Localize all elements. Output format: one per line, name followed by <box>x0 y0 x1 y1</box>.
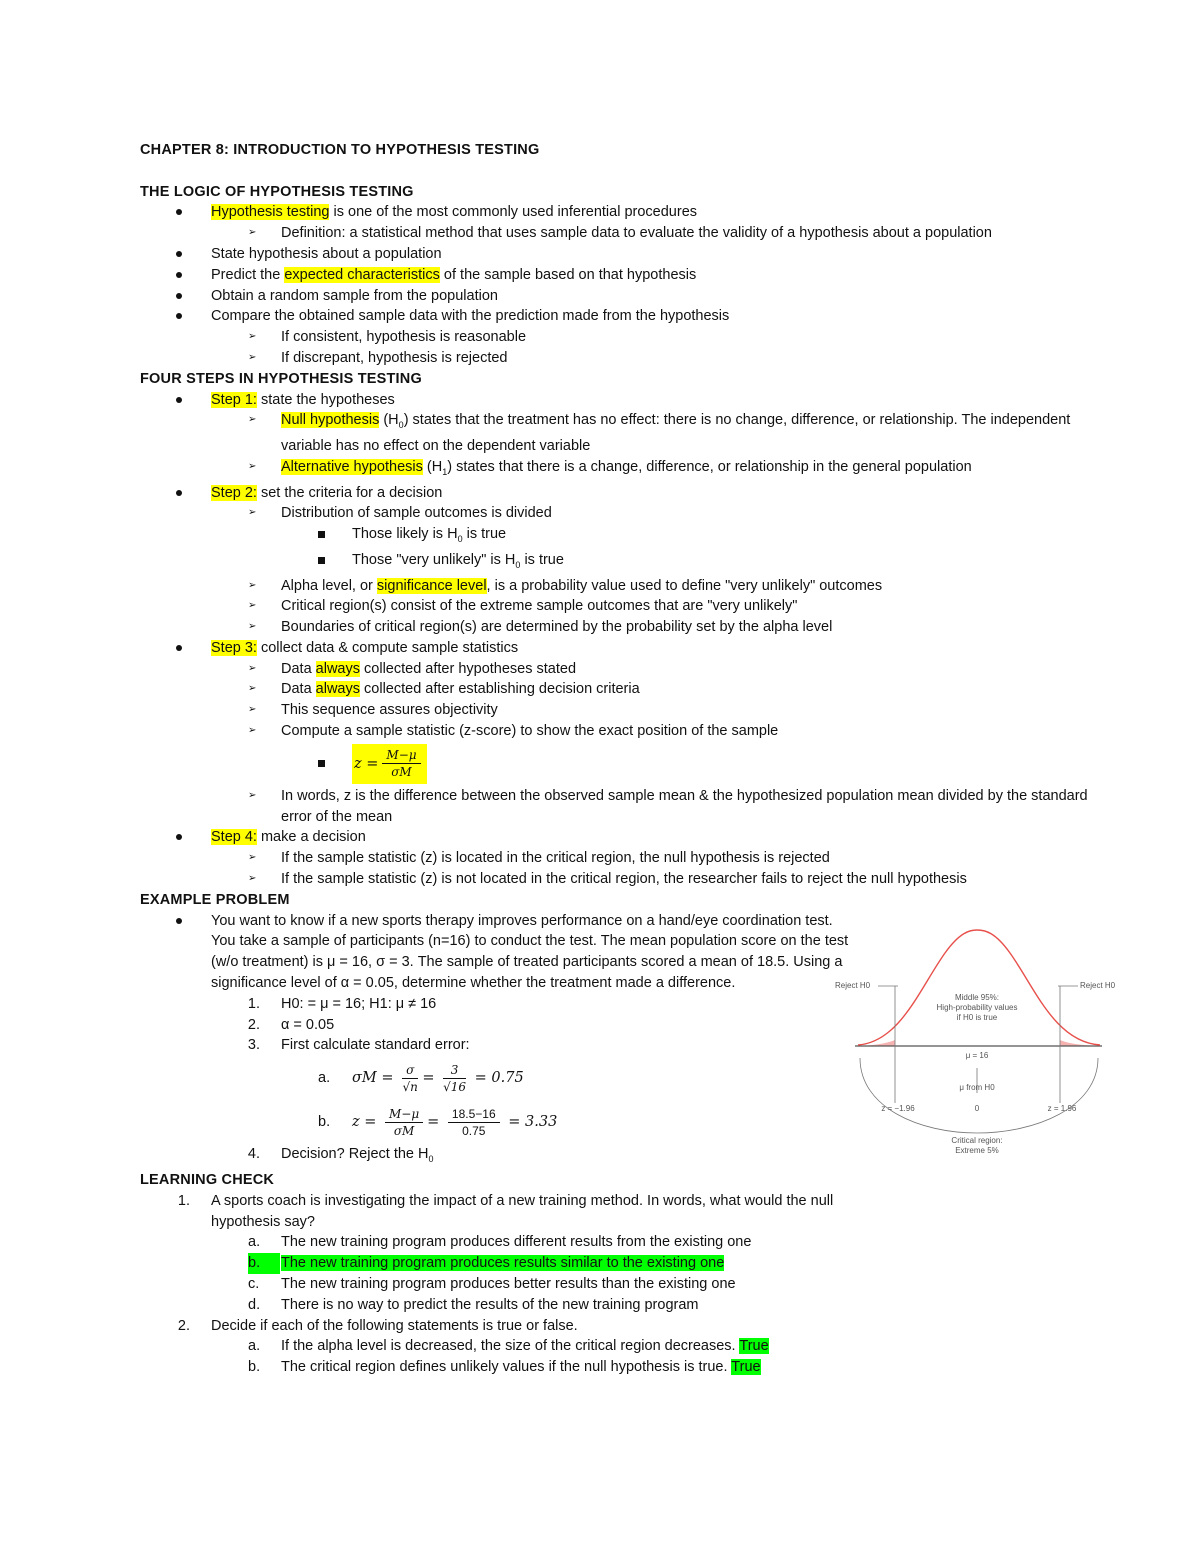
list-item: ➢ Definition: a statistical method that uses sample data to evaluate the validity of a hypothesis about a population <box>140 223 1100 244</box>
z-mid-label: 0 <box>974 1104 980 1113</box>
mu-label: μ = 16 <box>965 1051 989 1060</box>
middle-label-1: Middle 95%: <box>954 993 1000 1002</box>
z-left-label: z = −1.96 <box>881 1104 915 1113</box>
section-heading-steps: FOUR STEPS IN HYPOTHESIS TESTING <box>140 370 422 387</box>
critical-label-2: Extreme 5% <box>955 1146 999 1155</box>
arrow-bullet-icon: ➢ <box>248 600 257 612</box>
bullet-icon <box>176 645 182 651</box>
reject-right-label: Reject H0 <box>1080 981 1116 990</box>
square-bullet-icon <box>318 557 325 564</box>
list-item: ➢ Boundaries of critical region(s) are determined by the probability set by the alpha level <box>140 617 1100 638</box>
bullet-icon <box>176 313 182 319</box>
list-item: ➢ Null hypothesis $(H_0)$ states that the treatment has no effect: there is no change, difference, or relationship. The independent variable has no effect on the dependent variable <box>248 412 1071 455</box>
list-item: 2. α = 0.05 <box>247 1016 335 1033</box>
bullet-icon <box>176 209 182 215</box>
list-item: ➢ Compute a sample statistic (z-score) to show the exact position of the sample <box>140 721 1100 742</box>
arrow-bullet-icon: ➢ <box>248 579 257 591</box>
formula-row: b. z = $\frac{M-\mu}{\sigma M}$ = $\frac{18.5-16}{0.75}$ = 3.33 <box>318 1106 558 1138</box>
list-item: ➢ Alternative hypothesis $(H_1)$ states that there is a change, difference, or relationship in the general population <box>248 458 972 477</box>
arrow-bullet-icon: ➢ <box>248 227 257 239</box>
middle-label-2: High-probability values <box>936 1003 1018 1012</box>
list-item: Step 3: collect data & compute sample statistics <box>140 638 1100 659</box>
page-title: CHAPTER 8: INTRODUCTION TO HYPOTHESIS TESTING <box>140 142 540 158</box>
bullet-icon <box>176 251 182 257</box>
list-item: 1. H0: = μ = 16; H1: μ ≠ 16 <box>247 995 437 1012</box>
arrow-bullet-icon: ➢ <box>248 683 257 695</box>
z-right-label: z = 1.96 <box>1047 1104 1077 1113</box>
middle-label-3: if H0 is true <box>956 1013 998 1022</box>
list-item: Those "very unlikely" is $H_0$ is true <box>140 550 1100 576</box>
arrow-bullet-icon: ➢ <box>248 351 257 363</box>
list-item: Step 2: set the criteria for a decision <box>140 483 1100 504</box>
list-item: Compare the obtained sample data with the prediction made from the hypothesis <box>140 306 1100 327</box>
list-item: 4. Decision? Reject the $H_0$ <box>247 1146 434 1165</box>
left-critical-region <box>860 1040 895 1046</box>
z-score-formula: z = $\frac{M-\mu}{\sigma M}$ = $\frac{18.5-16}{0.75}$ = 3.33 <box>352 1106 558 1138</box>
list-item: ➢ If the sample statistic (z) is located in the critical region, the null hypothesis is rejected <box>140 848 1100 869</box>
square-bullet-icon <box>318 531 325 538</box>
list-item: 1. A sports coach is investigating the impact of a new training method. In words, what would the null hypothesis say? <box>177 1192 834 1230</box>
list-item: ➢ If discrepant, hypothesis is rejected <box>140 348 1100 369</box>
list-item: 2. Decide if each of the following statements is true or false. <box>177 1317 578 1334</box>
square-bullet-icon <box>318 760 325 767</box>
critical-arc <box>860 1058 1098 1133</box>
list-item: d. There is no way to predict the results of the new training program <box>248 1296 699 1313</box>
list-item: ➢ This sequence assures objectivity <box>140 700 1100 721</box>
list-item: ➢ Data always collected after establishing decision criteria <box>140 679 1100 700</box>
arrow-bullet-icon: ➢ <box>248 662 257 674</box>
bullet-icon <box>176 397 182 403</box>
document-page <box>140 140 1100 1378</box>
standard-error-formula: σM = $\frac{\sigma}{√n}$ = $\frac{3}{√16}$ = 0.75 <box>352 1062 524 1094</box>
z-formula: z = $\frac{M-\mu}{\sigma M}$ <box>352 744 427 784</box>
arrow-bullet-icon: ➢ <box>248 460 257 472</box>
section-heading-learning-check: LEARNING CHECK <box>140 1171 275 1188</box>
list-item: ➢ Distribution of sample outcomes is divided <box>140 503 1100 524</box>
mu-from-label: μ from H0 <box>959 1083 995 1092</box>
arrow-bullet-icon: ➢ <box>248 331 257 343</box>
formula-row <box>140 742 1100 786</box>
section-heading-logic: THE LOGIC OF HYPOTHESIS TESTING <box>140 183 414 200</box>
list-item: ➢ In words, z is the difference between the observed sample mean & the hypothesized population mean divided by the standard error of the mean <box>248 787 1088 825</box>
list-item: Step 1: state the hypotheses <box>140 390 1100 411</box>
bullet-icon <box>176 918 182 924</box>
list-item: b. The critical region defines unlikely values if the null hypothesis is true. True <box>248 1359 761 1376</box>
arrow-bullet-icon: ➢ <box>248 414 257 426</box>
arrow-bullet-icon: ➢ <box>248 621 257 633</box>
list-item: ➢ Alpha level, or significance level, is a probability value used to define "very unlikely" outcomes <box>140 576 1100 597</box>
bullet-icon <box>176 272 182 278</box>
section-heading-example: EXAMPLE PROBLEM <box>140 891 290 908</box>
list-item: Those likely is $H_0$ is true <box>140 524 1100 550</box>
bullet-icon <box>176 293 182 299</box>
bullet-icon <box>176 834 182 840</box>
list-item: You want to know if a new sports therapy improves performance on a hand/eye coordination test. You take a sample of participants (n=16) to conduct the test. The mean population score on the test (w/o treatment) is μ = 16, σ = 3. The sample of treated participants scored a mean of 18.5. Using a significance level of α = 0.05, determine whether the treatment made a difference. <box>140 911 851 994</box>
right-critical-region <box>1060 1040 1100 1046</box>
list-item: Step 4: make a decision <box>140 827 1100 848</box>
list-item: c. The new training program produces better results than the existing one <box>248 1275 736 1292</box>
arrow-bullet-icon: ➢ <box>248 852 257 864</box>
normal-distribution-figure <box>830 918 1150 1158</box>
list-item: ➢ Critical region(s) consist of the extreme sample outcomes that are "very unlikely" <box>140 596 1100 617</box>
arrow-bullet-icon: ➢ <box>248 873 257 885</box>
arrow-bullet-icon: ➢ <box>248 725 257 737</box>
list-item: 3. First calculate standard error: <box>247 1037 470 1054</box>
list-item: b. The new training program produces results similar to the existing one <box>140 1253 1100 1274</box>
formula-row: a. σM = $\frac{\sigma}{√n}$ = $\frac{3}{√16}$ = 0.75 <box>318 1062 524 1094</box>
list-item: Predict the expected characteristics of the sample based on that hypothesis <box>140 265 1100 286</box>
reject-left-label: Reject H0 <box>835 981 871 990</box>
list-item: a. If the alpha level is decreased, the size of the critical region decreases. True <box>248 1338 769 1355</box>
arrow-bullet-icon: ➢ <box>248 789 257 801</box>
arrow-bullet-icon: ➢ <box>248 507 257 519</box>
arrow-bullet-icon: ➢ <box>248 704 257 716</box>
bullet-icon <box>176 490 182 496</box>
list-item: Obtain a random sample from the population <box>140 286 1100 307</box>
list-item: State hypothesis about a population <box>140 244 1100 265</box>
critical-label-1: Critical region: <box>951 1136 1003 1145</box>
list-item: a. The new training program produces different results from the existing one <box>248 1234 752 1251</box>
list-item: ➢ If the sample statistic (z) is not located in the critical region, the researcher fails to reject the null hypothesis <box>140 869 1100 890</box>
list-item: Hypothesis testing is one of the most commonly used inferential procedures <box>140 202 1100 223</box>
list-item: ➢ Data always collected after hypotheses stated <box>140 659 1100 680</box>
distribution-curve <box>858 930 1100 1045</box>
list-item: ➢ If consistent, hypothesis is reasonable <box>140 327 1100 348</box>
